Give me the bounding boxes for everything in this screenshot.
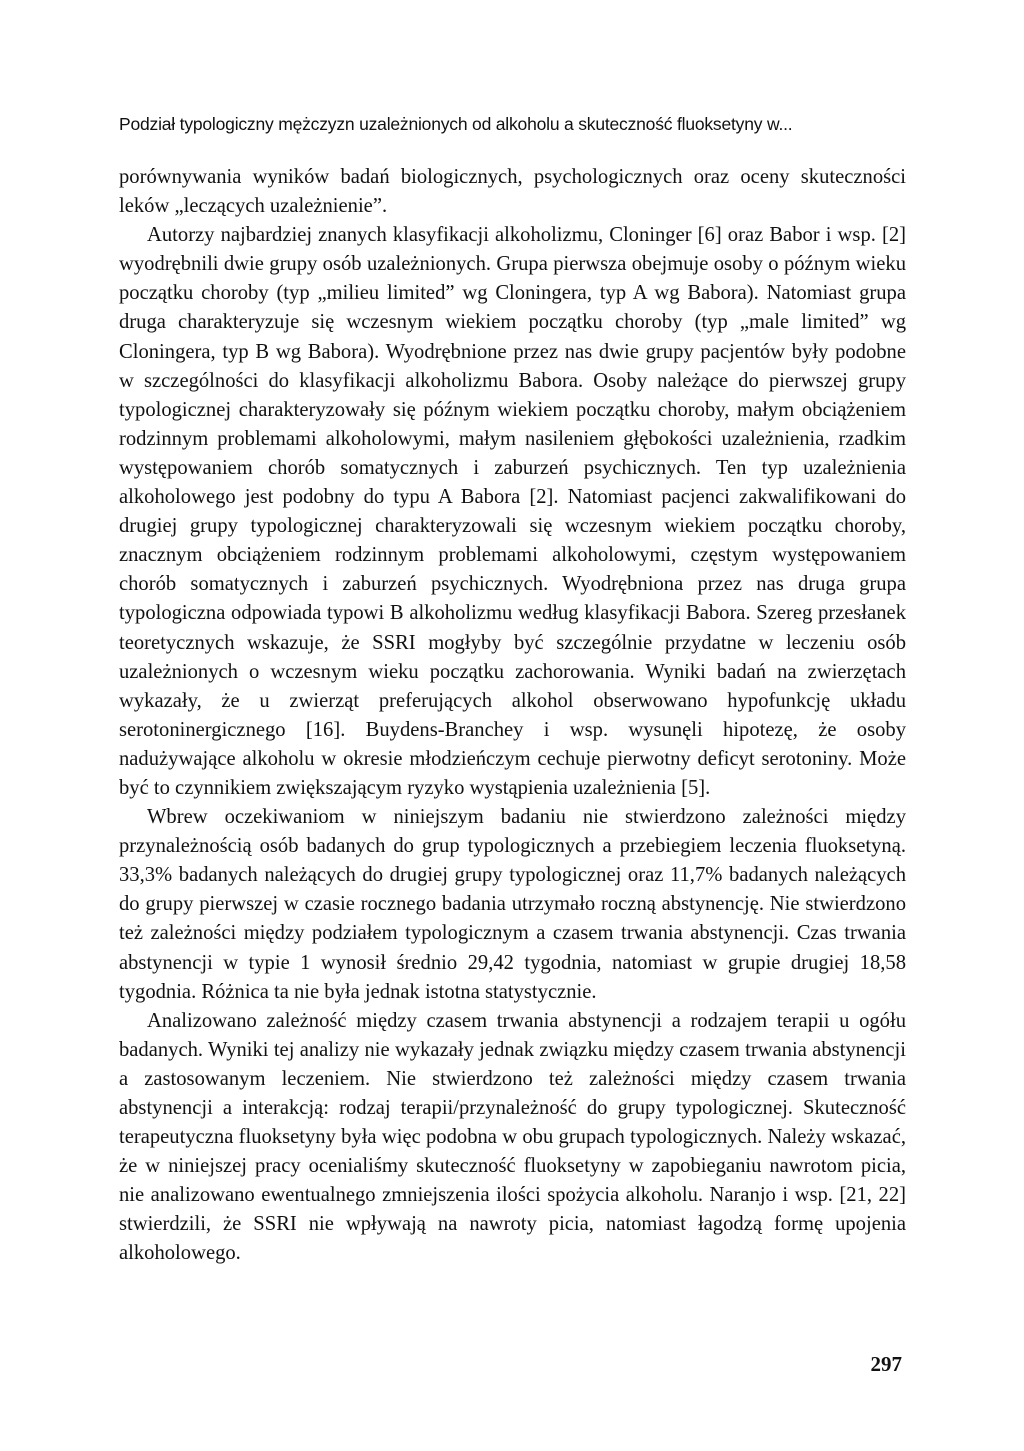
paragraph-results: Wbrew oczekiwaniom w niniejszym badaniu nie stwierdzono zależności między przynależnością osób badanych do grup typologicznych a przebiegiem leczenia fluoksetyną. 33,3% badanych należących do drugiej grupy typologicznej oraz 11,7% badanych należących do grupy pierwszej w czasie rocznego badania utrzymało roczną abstynencję. Nie stwierdzono też zależności między podziałem typologicznym a czasem trwania abstynencji. Czas trwania abstynencji w typie 1 wynosił średnio 29,42 tygodnia, natomiast w grupie drugiej 18,58 tygodnia. Różnica ta nie była jednak istotna statystycznie.	[119, 806, 906, 1003]
page-content	[119, 110, 906, 1269]
page-number: 297	[870, 1352, 902, 1376]
running-header: Podział typologiczny mężczyzn uzależnionych od alkoholu a skuteczność fluoksetyny w...	[119, 114, 793, 134]
paragraph-classification: Autorzy najbardziej znanych klasyfikacji alkoholizmu, Cloninger [6] oraz Babor i wsp. [2] wyodrębnili dwie grupy osób uzależnionych. Grupa pierwsza obejmuje osoby o późnym wieku początku choroby (typ „milieu limited” wg Cloningera, typ A wg Babora). Natomiast grupa druga charakteryzuje się wczesnym wiekiem początku choroby (typ „male limited” wg Cloningera, typ B wg Babora). Wyodrębnione przez nas dwie grupy pacjentów były podobne w szczególności do klasyfikacji alkoholizmu Babora. Osoby należące do pierwszej grupy typologicznej charakteryzowały się późnym wiekiem początku choroby, małym obciążeniem rodzinnym problemami alkoholowymi, małym nasileniem głębokości uzależnienia, rzadkim występowaniem chorób somatycznych i zaburzeń psychicznych. Ten typ uzależnienia alkoholowego jest podobny do typu A Babora [2]. Natomiast pacjenci zakwalifikowani do drugiej grupy typologicznej charakteryzowali się wczesnym wiekiem początku choroby, znacznym obciążeniem rodzinnym problemami alkoholowymi, częstym występowaniem chorób somatycznych i zaburzeń psychicznych. Wyodrębniona przez nas druga grupa typologiczna odpowiada typowi B alkoholizmu według klasyfikacji Babora. Szereg przesłanek teoretycznych wskazuje, że SSRI mogłyby być szczególnie przydatne w leczeniu osób uzależnionych o wczesnym wieku początku zachorowania. Wyniki badań na zwierzętach wykazały, że u zwierząt preferujących alkohol obserwowano hypofunkcję układu serotoninergicznego [16]. Buydens-Branchey i wsp. wysunęli hipotezę, że osoby nadużywające alkoholu w okresie młodzieńczym cechuje pierwotny deficyt serotoniny. Może być to czynnikiem zwiększającym ryzyko wystąpienia uzależnienia [5].	[119, 224, 906, 799]
paragraph-continuation: porównywania wyników badań biologicznych, psychologicznych oraz oceny skuteczności leków „leczących uzależnienie”.	[119, 166, 906, 218]
paragraph-analysis: Analizowano zależność między czasem trwania abstynencji a rodzajem terapii u ogółu badanych. Wyniki tej analizy nie wykazały jednak związku między czasem trwania abstynencji a zastosowanym leczeniem. Nie stwierdzono też zależności między czasem trwania abstynencji a interakcją: rodzaj terapii/przynależność do grupy typologicznej. Skuteczność terapeutyczna fluoksetyny była więc podobna w obu grupach typologicznych. Należy wskazać, że w niniejszej pracy ocenialiśmy skuteczność fluoksetyny w zapobieganiu nawrotom picia, nie analizowano ewentualnego zmniejszenia ilości spożycia alkoholu. Naranjo i wsp. [21, 22] stwierdzili, że SSRI nie wpływają na nawroty picia, natomiast łagodzą formę upojenia alkoholowego.	[119, 1009, 906, 1265]
body-text	[119, 163, 906, 1269]
